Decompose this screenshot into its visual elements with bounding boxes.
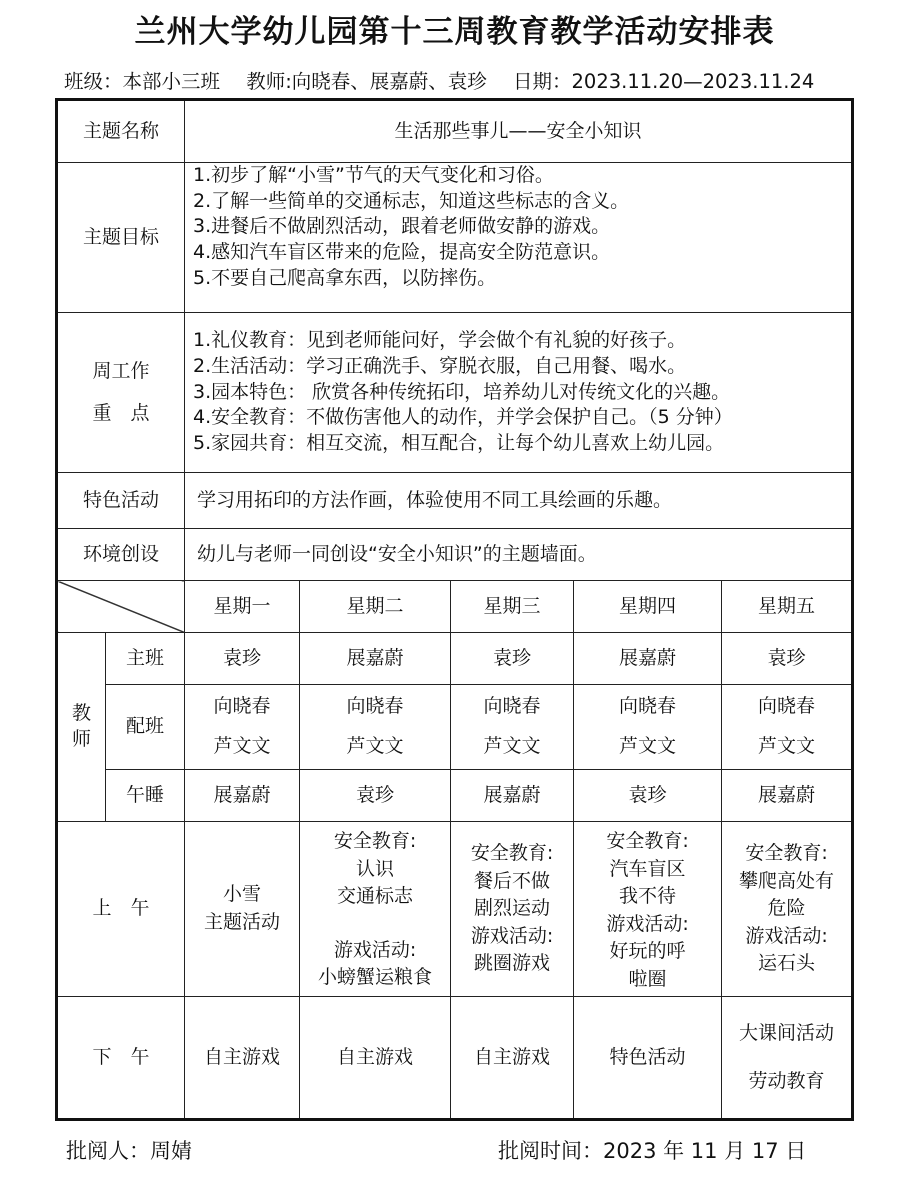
assistant-name: 芦文文 <box>346 735 404 757</box>
afternoon-cell <box>574 997 722 1120</box>
morning-line: 汽车盲区 <box>609 857 686 880</box>
main-teacher-cell: 袁珍 <box>722 633 853 685</box>
afternoon-cell <box>300 997 451 1120</box>
main-teacher-row <box>57 633 853 685</box>
assistant-name: 芦文文 <box>483 735 541 757</box>
teacher-label-char: 师 <box>71 728 91 750</box>
goals-row <box>57 163 853 313</box>
goal-item: 3.进餐后不做剧烈活动，跟着老师做安静的游戏。 <box>193 215 611 238</box>
weekly-row <box>57 313 853 473</box>
teacher-label-char: 教 <box>71 702 91 725</box>
assistant-cell <box>722 685 853 770</box>
topic-value: 生活那些事儿——安全小知识 <box>185 100 853 163</box>
morning-line: 小雪 <box>223 883 262 906</box>
morning-line: 游戏活动: <box>745 924 828 947</box>
morning-line: 游戏活动: <box>606 912 689 935</box>
goals-list <box>185 163 853 313</box>
environment-row <box>57 529 853 581</box>
main-teacher-cell: 展嘉蔚 <box>300 633 451 685</box>
assistant-name: 芦文文 <box>619 735 677 757</box>
topic-row <box>57 100 853 163</box>
main-teacher-cell: 袁珍 <box>451 633 574 685</box>
afternoon-line: 特色活动 <box>609 1045 686 1068</box>
morning-line: 餐后不做 <box>474 869 551 892</box>
assistant-name: 向晓春 <box>758 695 816 718</box>
morning-line: 游戏活动: <box>333 938 417 961</box>
nap-cell: 展嘉蔚 <box>451 770 574 822</box>
special-value: 学习用拓印的方法作画，体验使用不同工具绘画的乐趣。 <box>185 473 853 529</box>
morning-cell <box>451 822 574 997</box>
assistant-cell <box>185 685 300 770</box>
environment-value: 幼儿与老师一同创设“安全小知识”的主题墙面。 <box>185 529 853 581</box>
main-teacher-cell: 展嘉蔚 <box>574 633 722 685</box>
date-info: 日期：2023.11.20—2023.11.24 <box>513 70 815 93</box>
teacher-section-label <box>57 633 106 822</box>
afternoon-line: 自主游戏 <box>204 1045 281 1068</box>
assistant-name: 芦文文 <box>213 735 271 757</box>
day-header: 星期四 <box>574 581 722 633</box>
weekly-item: 1.礼仪教育：见到老师能问好，学会做个有礼貌的好孩子。 <box>193 329 687 352</box>
morning-cell <box>574 822 722 997</box>
morning-line: 安全教育: <box>745 842 828 865</box>
header-info <box>64 66 884 94</box>
nap-label: 午睡 <box>106 770 185 822</box>
day-header: 星期五 <box>722 581 853 633</box>
goal-item: 1.初步了解“小雪”节气的天气变化和习俗。 <box>193 164 554 186</box>
morning-line: 运石头 <box>758 952 816 975</box>
morning-line: 危险 <box>767 897 806 920</box>
afternoon-line: 自主游戏 <box>337 1045 414 1068</box>
assistant-row <box>57 685 853 770</box>
reviewer: 批阅人：周婧 <box>66 1139 192 1163</box>
weekly-label-line2: 重 点 <box>92 401 150 424</box>
weekly-item: 3.园本特色： 欣赏各种传统拓印，培养幼儿对传统文化的兴趣。 <box>193 380 731 403</box>
nap-cell: 袁珍 <box>300 770 451 822</box>
day-header: 星期一 <box>185 581 300 633</box>
morning-line: 主题活动 <box>204 911 281 933</box>
special-row <box>57 473 853 529</box>
morning-cell <box>722 822 853 997</box>
morning-line: 跳圈游戏 <box>474 952 551 975</box>
day-header: 星期三 <box>451 581 574 633</box>
assistant-name: 向晓春 <box>483 695 541 718</box>
review-time: 批阅时间：2023 年 11 月 17 日 <box>498 1139 807 1163</box>
day-header: 星期二 <box>300 581 451 633</box>
assistant-cell <box>300 685 451 770</box>
nap-row <box>57 770 853 822</box>
schedule-table <box>55 98 854 1121</box>
special-label: 特色活动 <box>57 473 185 529</box>
assistant-name: 向晓春 <box>346 695 404 718</box>
morning-line: 啦圈 <box>628 967 667 990</box>
morning-line: 小螃蟹运粮食 <box>318 966 433 989</box>
afternoon-label: 下 午 <box>57 997 185 1120</box>
goals-label: 主题目标 <box>57 163 185 313</box>
morning-line: 安全教育: <box>470 842 554 865</box>
assistant-cell <box>574 685 722 770</box>
morning-line: 好玩的呼 <box>609 940 686 963</box>
morning-line <box>300 911 450 937</box>
afternoon-cell <box>451 997 574 1120</box>
nap-cell: 袁珍 <box>574 770 722 822</box>
afternoon-cell <box>185 997 300 1120</box>
topic-label: 主题名称 <box>57 100 185 163</box>
morning-line: 安全教育: <box>333 830 417 852</box>
diagonal-header-cell <box>57 581 185 633</box>
weekly-list <box>185 313 853 473</box>
morning-cell <box>185 822 300 997</box>
teachers-info: 教师:向晓春、展嘉蔚、袁珍 <box>246 70 487 93</box>
morning-line: 剧烈运动 <box>474 897 551 920</box>
assistant-name: 向晓春 <box>213 695 271 718</box>
afternoon-line: 大课间活动 <box>739 1022 835 1044</box>
afternoon-line: 劳动教育 <box>748 1069 825 1092</box>
weekly-item: 5.家园共育：相互交流，相互配合，让每个幼儿喜欢上幼儿园。 <box>193 431 725 454</box>
class-info: 班级：本部小三班 <box>64 70 221 93</box>
nap-cell: 展嘉蔚 <box>185 770 300 822</box>
morning-label: 上 午 <box>57 822 185 997</box>
weekly-label-line1: 周工作 <box>92 359 150 382</box>
nap-cell: 展嘉蔚 <box>722 770 853 822</box>
afternoon-cell <box>722 997 853 1120</box>
assistant-name: 芦文文 <box>758 735 816 757</box>
page-title: 兰州大学幼儿园第十三周教育教学活动安排表 <box>134 14 775 50</box>
goal-item: 2.了解一些简单的交通标志，知道这些标志的含义。 <box>193 189 630 212</box>
morning-cell <box>300 822 451 997</box>
environment-label: 环境创设 <box>57 529 185 581</box>
morning-line: 认识 <box>356 857 395 880</box>
goal-item: 4.感知汽车盲区带来的危险，提高安全防范意识。 <box>193 240 611 263</box>
main-teacher-label: 主班 <box>106 633 185 685</box>
morning-line: 安全教育: <box>606 830 689 852</box>
weekly-item: 2.生活活动：学习正确洗手、穿脱衣服，自己用餐、喝水。 <box>193 355 687 378</box>
goal-item: 5.不要自己爬高拿东西，以防摔伤。 <box>193 266 497 289</box>
weekly-label <box>57 313 185 473</box>
afternoon-row <box>57 997 853 1120</box>
main-teacher-cell: 袁珍 <box>185 633 300 685</box>
morning-line: 攀爬高处有 <box>739 869 835 892</box>
weekly-item: 4.安全教育：不做伤害他人的动作，并学会保护自己。（5 分钟） <box>193 406 733 429</box>
morning-row <box>57 822 853 997</box>
morning-line: 游戏活动: <box>470 924 554 947</box>
afternoon-line: 自主游戏 <box>474 1045 551 1068</box>
assistant-label: 配班 <box>106 685 185 770</box>
morning-line: 交通标志 <box>337 885 414 908</box>
morning-line: 我不待 <box>619 885 677 908</box>
assistant-cell <box>451 685 574 770</box>
assistant-name: 向晓春 <box>619 695 677 718</box>
days-row <box>57 581 853 633</box>
